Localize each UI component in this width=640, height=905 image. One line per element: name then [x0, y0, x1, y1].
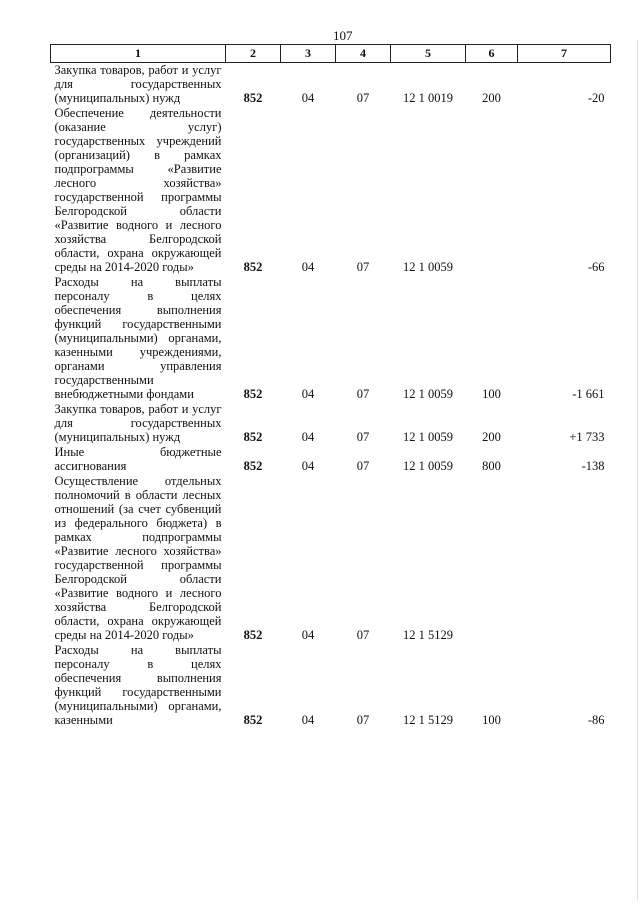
row-target-code: 12 1 5129	[403, 628, 453, 642]
table-row	[51, 474, 611, 643]
row-description: Закупка товаров, работ и услуг для государственных (муниципальных) нужд	[54, 402, 222, 444]
row-subsection-code: 07	[356, 91, 370, 105]
header-col-4: 4	[336, 45, 391, 63]
row-expense-type	[466, 106, 518, 275]
row-subsection-code: 07	[356, 628, 370, 642]
row-expense-type: 100	[482, 387, 501, 401]
row-subsection-code: 07	[356, 260, 370, 274]
header-col-1: 1	[51, 45, 226, 63]
row-amount: -1 661	[572, 387, 605, 401]
table-row	[51, 63, 611, 107]
row-ministry-code: 852	[243, 387, 263, 401]
row-amount: +1 733	[569, 430, 605, 444]
page-number: 107	[333, 28, 353, 43]
row-target-code: 12 1 0059	[403, 260, 453, 274]
row-amount	[518, 474, 611, 643]
header-col-3: 3	[281, 45, 336, 63]
row-amount: -66	[587, 260, 605, 274]
row-description: Обеспечение деятельности (оказание услуг) государственных учреждений (организаций) в рамках подпрограммы «Развитие лесного хозяйства» государственной программы Белгородской области «Развитие водного и лесного хозяйства Белгородской области, охрана окружающей среды на 2014-2020 годы»	[54, 106, 222, 274]
row-ministry-code: 852	[243, 459, 263, 473]
row-description: Осуществление отдельных полномочий в области лесных отношений (за счет субвенций из федерального бюджета) в рамках подпрограммы «Развитие лесного хозяйства» государственной программы Белгородской области «Развитие водного и лесного хозяйства Белгородской области, охрана окружающей среды на 2014-2020 годы»	[54, 474, 222, 642]
header-col-5: 5	[391, 45, 466, 63]
header-row	[51, 45, 611, 63]
page-edge-divider	[637, 40, 638, 900]
row-target-code: 12 1 5129	[403, 713, 453, 727]
row-section-code: 04	[301, 713, 315, 727]
row-ministry-code: 852	[243, 628, 263, 642]
row-description: Расходы на выплаты персоналу в целях обеспечения выполнения функций государственными (муниципальными) органами, казенными учреждениями, органами управления государственными внебюджетными фондами	[54, 275, 222, 401]
row-subsection-code: 07	[356, 387, 370, 401]
row-description: Закупка товаров, работ и услуг для государственных (муниципальных) нужд	[54, 63, 222, 105]
header-col-6: 6	[466, 45, 518, 63]
row-ministry-code: 852	[243, 713, 263, 727]
table-row	[51, 106, 611, 275]
row-ministry-code: 852	[243, 91, 263, 105]
row-section-code: 04	[301, 387, 315, 401]
row-ministry-code: 852	[243, 430, 263, 444]
row-amount: -138	[581, 459, 605, 473]
row-section-code: 04	[301, 260, 315, 274]
row-description: Иные бюджетные ассигнования	[54, 445, 222, 473]
row-amount: -86	[587, 713, 605, 727]
table-row	[51, 275, 611, 402]
row-target-code: 12 1 0019	[403, 91, 453, 105]
row-target-code: 12 1 0059	[403, 430, 453, 444]
header-col-7: 7	[518, 45, 611, 63]
row-ministry-code: 852	[243, 260, 263, 274]
row-expense-type: 800	[482, 459, 501, 473]
row-target-code: 12 1 0059	[403, 387, 453, 401]
row-subsection-code: 07	[356, 459, 370, 473]
header-col-2: 2	[226, 45, 281, 63]
table-row	[51, 643, 611, 728]
table-row	[51, 445, 611, 474]
row-section-code: 04	[301, 459, 315, 473]
row-section-code: 04	[301, 628, 315, 642]
table-row	[51, 402, 611, 445]
budget-table-container	[50, 44, 610, 728]
row-section-code: 04	[301, 91, 315, 105]
budget-table	[50, 44, 611, 728]
row-description: Расходы на выплаты персоналу в целях обеспечения выполнения функций государственными (муниципальными) органами, казенными	[54, 643, 222, 727]
row-target-code: 12 1 0059	[403, 459, 453, 473]
row-subsection-code: 07	[356, 430, 370, 444]
row-expense-type: 100	[482, 713, 501, 727]
row-expense-type	[466, 474, 518, 643]
row-expense-type: 200	[482, 91, 501, 105]
row-expense-type: 200	[482, 430, 501, 444]
row-subsection-code: 07	[356, 713, 370, 727]
row-amount: -20	[587, 91, 605, 105]
row-section-code: 04	[301, 430, 315, 444]
